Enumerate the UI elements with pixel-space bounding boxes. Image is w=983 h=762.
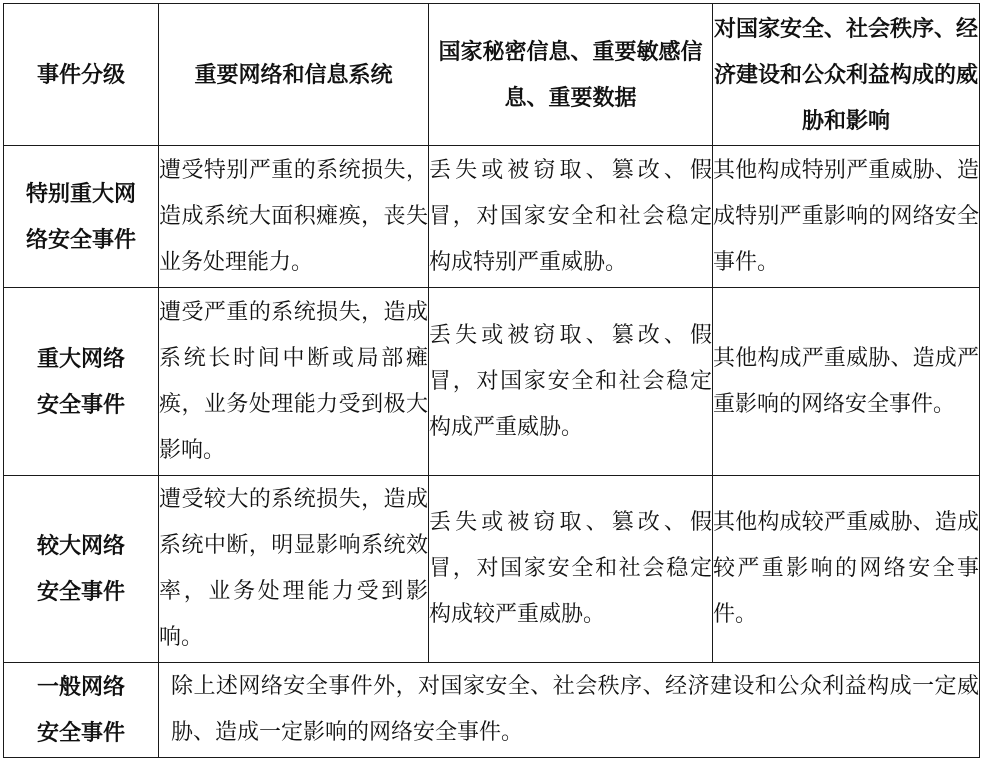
row-data-cell: 丢失或被窃取、篡改、假冒，对国家安全和社会稳定构成特别严重威胁。 (429, 146, 713, 288)
row-impact-cell: 其他构成特别严重威胁、造成特别严重影响的网络安全事件。 (713, 146, 980, 288)
table-row (4, 146, 980, 288)
row-data-cell: 丢失或被窃取、篡改、假冒，对国家安全和社会稳定构成严重威胁。 (429, 288, 713, 476)
row-system-cell: 遭受严重的系统损失，造成系统长时间中断或局部瘫痪，业务处理能力受到极大影响。 (159, 288, 429, 476)
table-row (4, 288, 980, 476)
table-row (4, 476, 980, 663)
row-level-cell: 较大网络安全事件 (4, 476, 159, 663)
header-data: 国家秘密信息、重要敏感信息、重要数据 (429, 4, 713, 146)
row-system-cell: 遭受较大的系统损失，造成系统中断，明显影响系统效率，业务处理能力受到影响。 (159, 476, 429, 663)
incident-classification-table (3, 3, 980, 758)
table-header-row (4, 4, 980, 146)
table-row-general (4, 663, 980, 758)
row-data-cell: 丢失或被窃取、篡改、假冒，对国家安全和社会稳定构成较严重威胁。 (429, 476, 713, 663)
row-level-cell: 一般网络安全事件 (4, 663, 159, 758)
row-system-cell: 遭受特别严重的系统损失，造成系统大面积瘫痪，丧失业务处理能力。 (159, 146, 429, 288)
row-impact-cell: 其他构成较严重威胁、造成较严重影响的网络安全事件。 (713, 476, 980, 663)
row-level-cell: 特别重大网络安全事件 (4, 146, 159, 288)
row-impact-cell: 其他构成严重威胁、造成严重影响的网络安全事件。 (713, 288, 980, 476)
general-description-cell: 除上述网络安全事件外，对国家安全、社会秩序、经济建设和公众利益构成一定威胁、造成一定影响的网络安全事件。 (159, 663, 980, 758)
row-level-cell: 重大网络安全事件 (4, 288, 159, 476)
header-level: 事件分级 (4, 4, 159, 146)
header-system: 重要网络和信息系统 (159, 4, 429, 146)
header-impact: 对国家安全、社会秩序、经济建设和公众利益构成的威胁和影响 (713, 4, 980, 146)
